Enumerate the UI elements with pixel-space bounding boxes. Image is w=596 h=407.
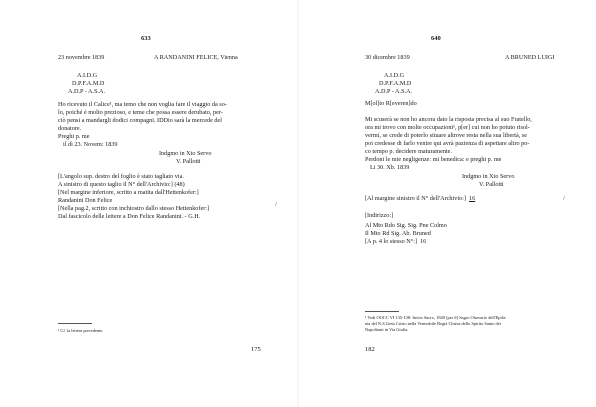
- body-line: ora mi trovo con molte occupazioni¹, p[er] cui non ho potuto risol-: [365, 124, 530, 131]
- letter-recipient: A RANDANINI FELICE, Vienna: [154, 54, 238, 61]
- address-line: Al Mto Rdo Sig. Sig. Pne Colmo: [365, 222, 447, 229]
- letter-date: 30 dicembre 1839: [365, 54, 410, 61]
- editorial-note: A sinistro di questo taglio il N° dell'Archivio:] (48): [58, 181, 185, 188]
- body-line: Li 30. Xb. 1839: [370, 164, 410, 171]
- body-line: vermi, se crede di poterlo situare altrove resta nella sua libertà, se: [365, 132, 528, 139]
- letter-date: 23 novembre 1839: [58, 54, 105, 61]
- archive-number: 16: [469, 195, 476, 202]
- letter-number: 633: [141, 35, 151, 42]
- body-line: Ho ricevuto il Calice¹, ma temo che non voglia fare il viaggio da so-: [58, 101, 227, 108]
- address-line: [Indirizzo:]: [365, 212, 394, 219]
- right-page: [298, 0, 596, 407]
- margin-mark: /: [275, 202, 277, 208]
- signature-line: Indgmo in Xto Servo: [462, 173, 515, 180]
- letter-recipient: A BRUNED LUIGI: [505, 54, 555, 61]
- invocation-line: D.P.F.A.M.D: [72, 80, 105, 87]
- footnote: ¹ Cf. la lettera precedente.: [58, 328, 104, 333]
- body-line: poi credesse di farlo venire qui avrà pazienza di aspettare altro po-: [365, 140, 530, 147]
- invocation-line: A.I.D.G: [384, 72, 405, 79]
- closing-line: il dì 23. Novem: 1839: [63, 141, 118, 148]
- body-line: ciò pensi a mandargli dodici compagni. IDDio sarà la mercede del: [58, 117, 222, 124]
- body-line: lo, poiché è molto prezioso, e teme che possa essere derubato, per-: [58, 109, 223, 116]
- footnote-line: nia del N.S.Gesù Cristo nella Venerabile Regia Chiesa dello Spirito Santo dei: [365, 321, 501, 326]
- margin-mark: /: [563, 196, 565, 202]
- editorial-note: Dal fascicolo delle lettere a Don Felice Randanini. - G.H.: [58, 213, 201, 220]
- archive-note: [365, 196, 475, 202]
- signature-line: V. Pallotti: [176, 158, 201, 165]
- letter-number: 640: [431, 35, 441, 42]
- address-line: Il Mto Rd Sig. Ab. Bruned: [365, 230, 431, 237]
- closing-line: Preghi p. me: [58, 133, 90, 140]
- body-line: Mi scuserà se non ho ancora dato la risposta precisa al suo Fratello,: [365, 116, 532, 123]
- editorial-note: [L'angolo sup. destro del foglio è stato tagliato via.: [58, 173, 184, 180]
- page-number: 182: [365, 346, 375, 353]
- page-number: 175: [251, 346, 261, 353]
- footnote-line: ¹ Vedi OOCC VI 135-138: Invito Sacro, 1840 [per il] Sagro Ottavario dell'Epifa-: [365, 315, 507, 320]
- editorial-note: [Nel margine inferiore, scritto a matita dall'Hettenkofer:]: [58, 189, 199, 196]
- signature-line: Indgmo in Xto Servo: [159, 150, 212, 157]
- body-line: co tempo p. decidere maturamente.: [365, 148, 452, 155]
- body-line: Perdoni le mie negligenze: mi benedica: e preghi p. me: [365, 156, 502, 163]
- invocation-line: A.D.P - A.S.A.: [68, 88, 106, 95]
- body-line: donatore.: [58, 125, 82, 132]
- salutation: M[ol]to R[everen]do: [365, 100, 417, 107]
- invocation-line: A.D.P - A.S.A.: [375, 88, 413, 95]
- invocation-line: A.I.D.G: [77, 72, 98, 79]
- footnote-line: Napolitani in Via Giulia.: [365, 327, 409, 332]
- editorial-note: Randanini Don Felice: [58, 197, 113, 204]
- signature-line: V. Pallotti: [479, 181, 504, 188]
- footnote-rule: [365, 311, 399, 312]
- address-line: [A p. 4 lo stesso N°:] 16: [365, 238, 427, 245]
- footnote-rule: [58, 323, 92, 324]
- editorial-note: [Nella pag.2, scritto con inchiostro dallo stesso Hettenkofer:]: [58, 205, 210, 212]
- invocation-line: D.P.F.A.M.D: [379, 80, 412, 87]
- archive-note-label: [Al margine sinistro il N° dell'Archivio:]: [365, 195, 466, 202]
